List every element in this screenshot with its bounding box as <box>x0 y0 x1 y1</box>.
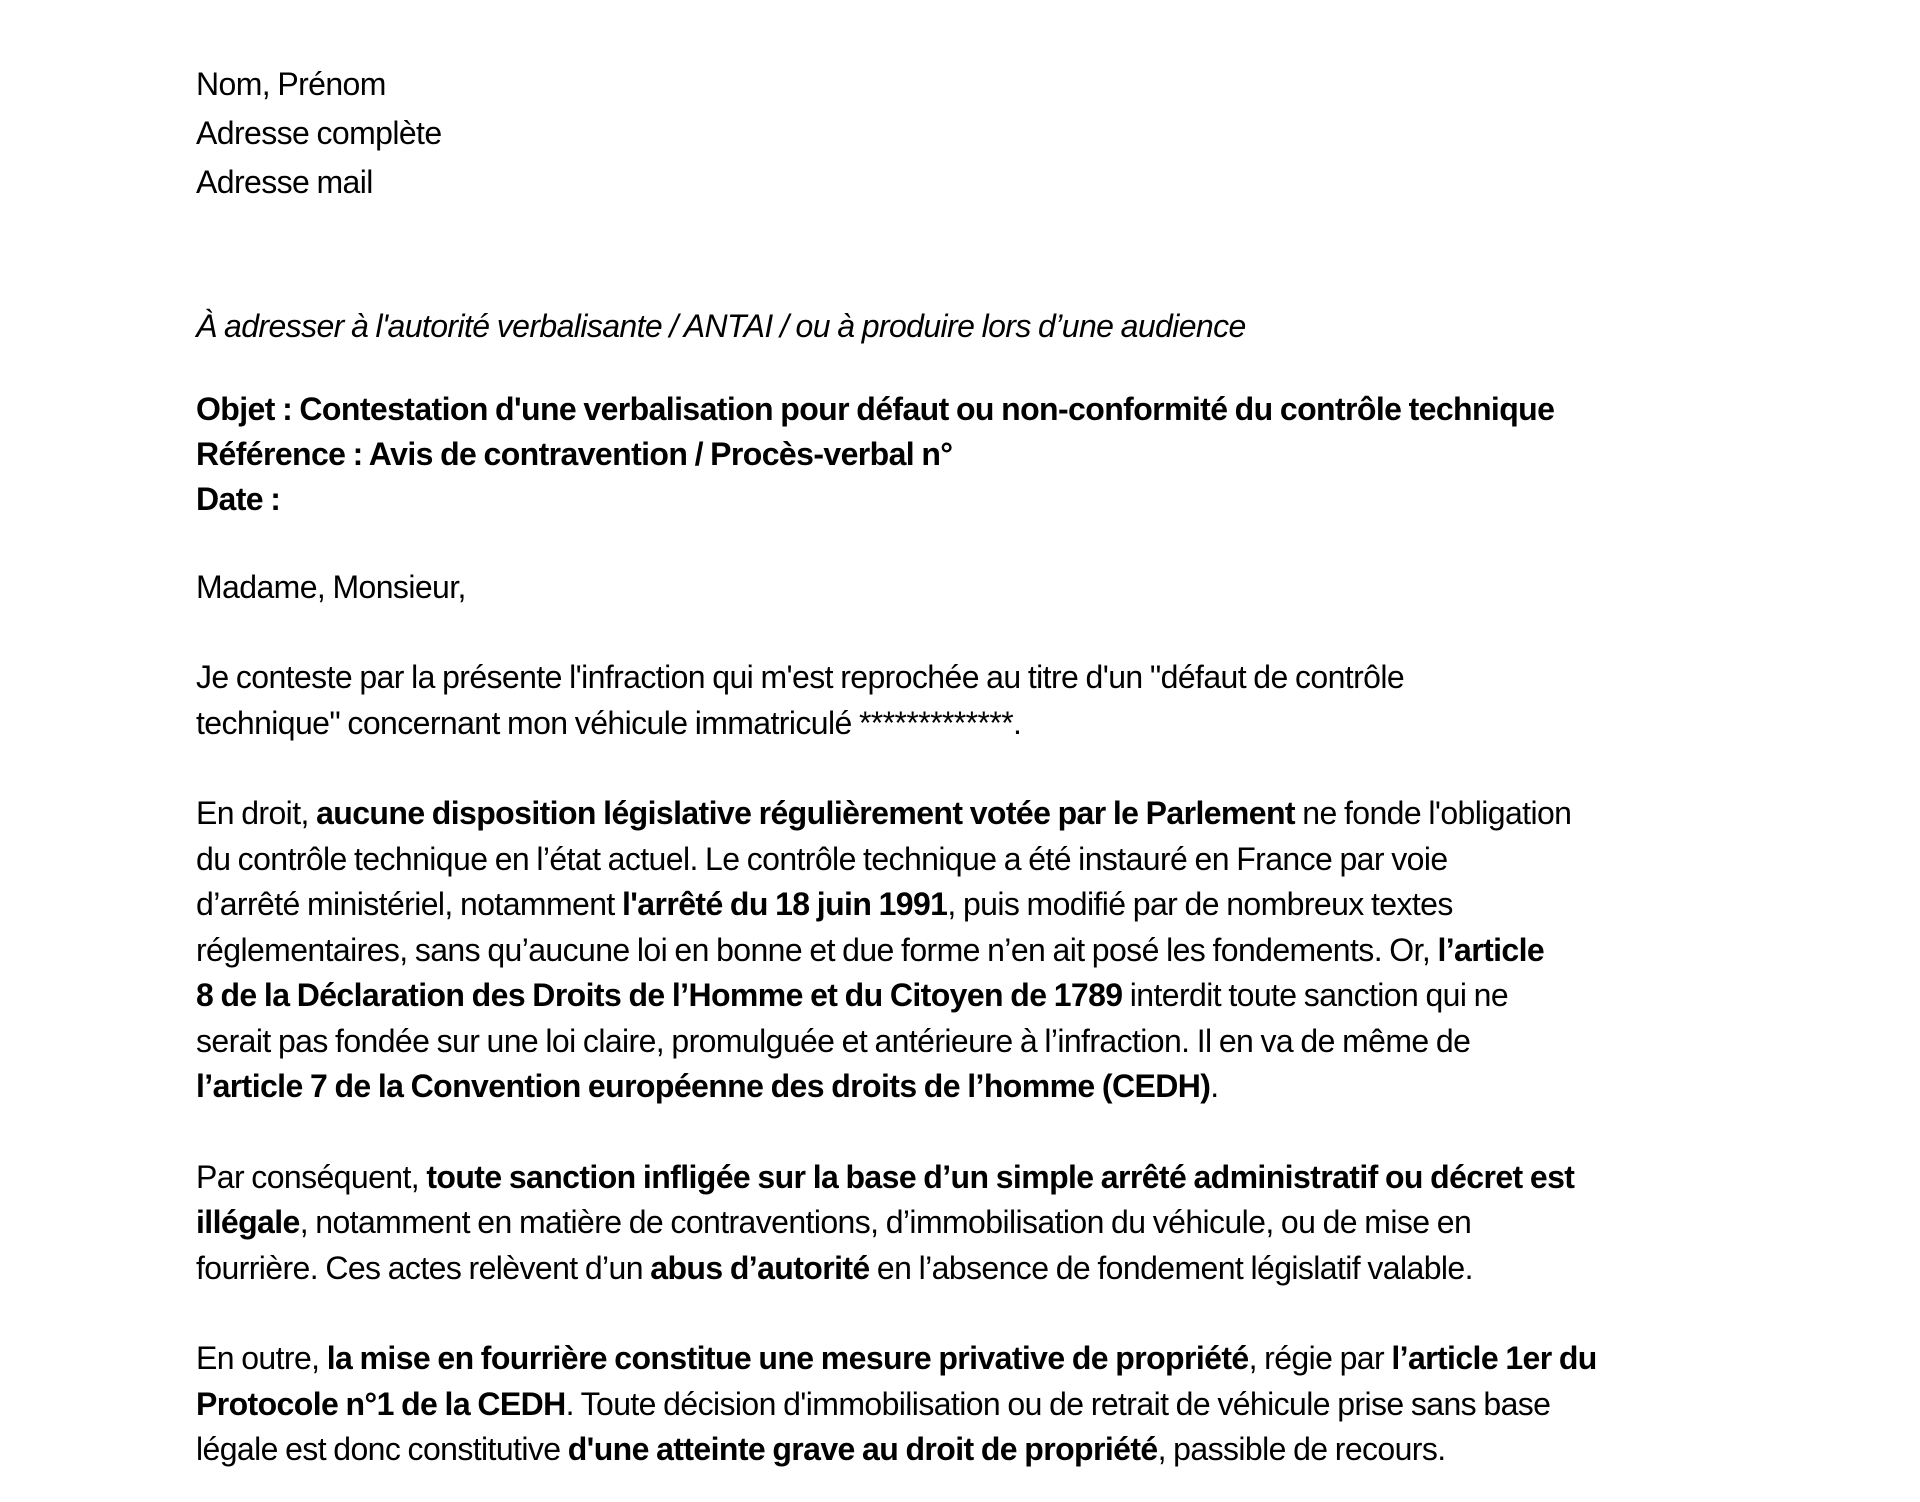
paragraph-line <box>196 1200 1736 1246</box>
bold-text: l’article <box>1437 931 1545 968</box>
paragraph-line <box>196 791 1736 837</box>
bold-text: l’article 1er du <box>1391 1340 1597 1376</box>
text-run: . Toute décision d'immobilisation ou de retrait de véhicule prise sans base <box>565 1385 1551 1422</box>
sender-name: Nom, Prénom <box>196 66 386 102</box>
bold-text: Protocole n°1 de la CEDH <box>196 1385 566 1422</box>
paragraph-line <box>196 1427 1736 1473</box>
text-run: réglementaires, sans qu’aucune loi en bonne et due forme n’en ait posé les fondements. Or, <box>196 931 1438 968</box>
letter-header <box>196 387 1736 522</box>
subject-line: Objet : Contestation d'une verbalisation pour défaut ou non-conformité du contrôle technique <box>196 391 1555 427</box>
text-run: d’arrêté ministériel, notamment <box>196 886 622 922</box>
bold-text: 8 de la Déclaration des Droits de l’Homme et du Citoyen de 1789 <box>196 977 1123 1013</box>
paragraph-line <box>196 1155 1736 1201</box>
paragraph-line: technique" concernant mon véhicule immatriculé *************. <box>196 704 1022 741</box>
sender-address: Adresse complète <box>196 115 442 151</box>
bold-text: toute sanction infligée sur la base d’un simple arrêté administratif ou décret est <box>426 1158 1575 1195</box>
bold-text: l'arrêté du 18 juin 1991 <box>621 886 948 922</box>
paragraph-line: du contrôle technique en l’état actuel. Le contrôle technique a été instauré en France par voie <box>196 840 1448 877</box>
paragraph-contestation <box>196 655 1736 746</box>
bold-text: abus d’autorité <box>650 1249 870 1286</box>
date-line: Date : <box>196 481 281 517</box>
reference-line: Référence : Avis de contravention / Procès-verbal n° <box>196 436 953 472</box>
text-run: . <box>1210 1068 1219 1104</box>
text-run: en l’absence de fondement législatif valable. <box>869 1249 1473 1286</box>
text-run: , passible de recours. <box>1157 1431 1446 1467</box>
paragraph-line <box>196 882 1736 928</box>
paragraph-line: Je conteste par la présente l'infraction qui m'est reprochée au titre d'un "défaut de contrôle <box>196 659 1405 695</box>
bold-text: aucune disposition législative régulièrement votée par le Parlement <box>316 795 1295 831</box>
paragraph-line <box>196 1064 1736 1110</box>
bold-text: d'une atteinte grave au droit de propriété <box>567 1431 1158 1467</box>
sender-email: Adresse mail <box>196 164 373 200</box>
text-run: En droit, <box>196 795 317 831</box>
paragraph-line: serait pas fondée sur une loi claire, promulguée et antérieure à l’infraction. Il en va de même de <box>196 1022 1471 1059</box>
text-run: , puis modifié par de nombreux textes <box>947 886 1453 922</box>
text-run: En outre, <box>196 1340 327 1376</box>
text-run: Par conséquent, <box>196 1158 427 1195</box>
text-run: interdit toute sanction qui ne <box>1122 977 1509 1013</box>
text-run: , notamment en matière de contraventions, d’immobilisation du véhicule, ou de mise en <box>299 1204 1472 1240</box>
recipient-note: À adresser à l'autorité verbalisante / ANTAI / ou à produire lors d’une audience <box>196 308 1246 344</box>
text-run: légale est donc constitutive <box>196 1431 568 1467</box>
paragraph-line <box>196 928 1736 974</box>
paragraph-par-consequent <box>196 1155 1736 1292</box>
bold-text: illégale <box>196 1204 300 1240</box>
text-run: , régie par <box>1248 1340 1392 1376</box>
paragraph-line <box>196 1246 1736 1292</box>
paragraph-en-droit <box>196 791 1736 1110</box>
paragraph-line <box>196 1382 1736 1428</box>
text-run: fourrière. Ces actes relèvent d’un <box>196 1249 651 1286</box>
text-run: ne fonde l'obligation <box>1295 795 1572 831</box>
bold-text: la mise en fourrière constitue une mesure privative de propriété <box>326 1340 1249 1376</box>
paragraph-line <box>196 1336 1736 1382</box>
paragraph-en-outre <box>196 1336 1736 1473</box>
bold-text: l’article 7 de la Convention européenne des droits de l’homme (CEDH) <box>196 1068 1211 1104</box>
greeting: Madame, Monsieur, <box>196 569 466 605</box>
sender-block <box>196 60 1736 207</box>
letter-page <box>196 60 1736 1473</box>
paragraph-line <box>196 973 1736 1019</box>
